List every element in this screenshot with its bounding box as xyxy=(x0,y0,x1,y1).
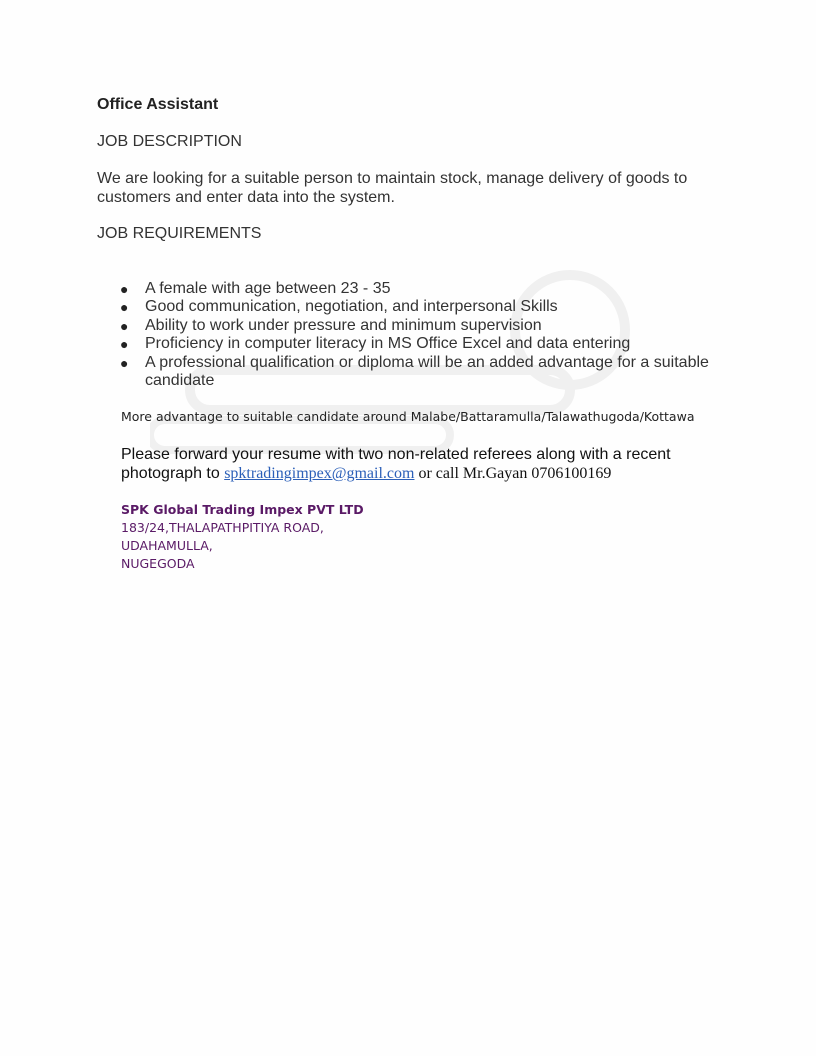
job-description-heading: JOB DESCRIPTION xyxy=(97,133,242,150)
bullet-icon: ● xyxy=(120,354,129,371)
requirement-item xyxy=(97,354,737,391)
requirement-text: Good communication, negotiation, and interpersonal Skills xyxy=(145,298,558,316)
company-address-block xyxy=(121,501,364,573)
contact-instructions xyxy=(121,445,721,483)
requirements-list xyxy=(97,280,737,390)
address-line: NUGEGODA xyxy=(121,556,195,571)
requirement-text: A professional qualification or diploma will be an added advantage for a suitable candidate xyxy=(145,353,709,390)
bullet-icon: ● xyxy=(120,336,129,353)
requirement-item xyxy=(97,298,737,316)
requirement-text: Proficiency in computer literacy in MS Office Excel and data entering xyxy=(145,335,631,353)
address-line: 183/24,THALAPATHPITIYA ROAD, xyxy=(121,520,324,535)
email-link[interactable]: spktradingimpex@gmail.com xyxy=(224,465,415,482)
bullet-icon: ● xyxy=(120,317,129,334)
requirement-text: A female with age between 23 - 35 xyxy=(145,280,391,297)
forward-resume-text: Please forward your resume with two non-related referees along with a recent photograph to xyxy=(121,446,671,482)
bullet-icon: ● xyxy=(120,281,129,297)
address-line: UDAHAMULLA, xyxy=(121,538,213,553)
call-text: or call Mr.Gayan 0706100169 xyxy=(414,465,612,482)
company-name: SPK Global Trading Impex PVT LTD xyxy=(121,502,364,517)
job-requirements-heading: JOB REQUIREMENTS xyxy=(97,225,262,242)
job-description-text: We are looking for a suitable person to maintain stock, manage delivery of goods to customers and enter data into the system. xyxy=(97,170,688,206)
location-advantage-note: More advantage to suitable candidate around Malabe/Battaramulla/Talawathugoda/Kottawa xyxy=(121,409,695,424)
requirement-item xyxy=(97,335,737,353)
job-title: Office Assistant xyxy=(97,96,219,113)
requirement-text: Ability to work under pressure and minimum supervision xyxy=(145,316,542,334)
bullet-icon: ● xyxy=(120,299,129,316)
requirement-item xyxy=(97,317,737,335)
requirement-item xyxy=(97,280,737,298)
